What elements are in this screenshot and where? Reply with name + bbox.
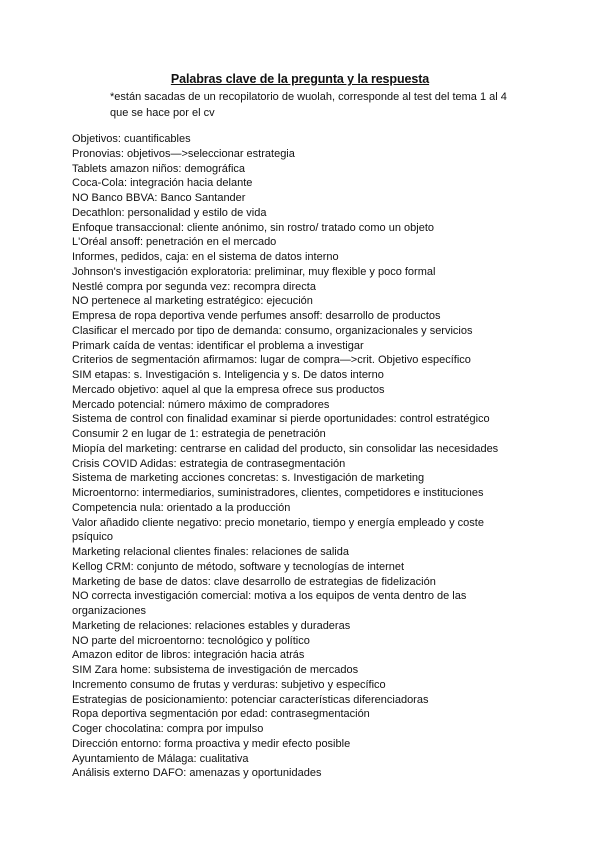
keyword-entry: Amazon editor de libros: integración hacia atrás	[72, 649, 305, 662]
keyword-entry: Marketing relacional clientes finales: relaciones de salida	[72, 546, 349, 558]
keyword-entry: Mercado potencial: número máximo de compradores	[72, 398, 330, 411]
keyword-entry: Dirección entorno: forma proactiva y medir efecto posible	[72, 737, 351, 750]
keyword-entry: Coger chocolatina: compra por impulso	[72, 723, 264, 735]
keyword-entry: Objetivos: cuantificables	[72, 133, 191, 145]
keyword-entry: Microentorno: intermediarios, suministradores, clientes, competidores e instituciones	[72, 487, 484, 499]
keyword-entry: L'Oréal ansoff: penetración en el mercado	[72, 236, 277, 249]
keyword-entry: Sistema de control con finalidad examinar si pierde oportunidades: control estratégico	[72, 413, 490, 426]
keyword-entry: Empresa de ropa deportiva vende perfumes ansoff: desarrollo de productos	[72, 310, 441, 322]
keyword-entry: Clasificar el mercado por tipo de demanda: consumo, organizacionales y servicios	[72, 324, 473, 337]
keyword-entry: Criterios de segmentación afirmamos: lugar de compra—>crit. Objetivo específico	[72, 354, 471, 367]
keyword-entry: Crisis COVID Adidas: estrategia de contrasegmentación	[72, 457, 346, 470]
keyword-entry: Johnson's investigación exploratoria: preliminar, muy flexible y poco formal	[72, 265, 436, 278]
keyword-entry: Mercado objetivo: aquel al que la empresa ofrece sus productos	[72, 383, 385, 396]
keyword-entry: NO correcta investigación comercial: motiva a los equipos de venta dentro de las organizaciones	[72, 590, 467, 617]
keyword-entry: Estrategias de posicionamiento: potenciar características diferenciadoras	[72, 693, 429, 706]
keyword-entry: Coca-Cola: integración hacia delante	[72, 177, 253, 190]
keyword-entry: SIM Zara home: subsistema de investigación de mercados	[72, 664, 359, 676]
keyword-entry: Marketing de base de datos: clave desarrollo de estrategias de fidelización	[72, 575, 436, 588]
keyword-entry: Competencia nula: orientado a la producción	[72, 501, 291, 514]
source-note	[110, 89, 530, 121]
keyword-entry: Informes, pedidos, caja: en el sistema de datos interno	[72, 251, 339, 263]
keyword-entry: Incremento consumo de frutas y verduras: subjetivo y específico	[72, 678, 386, 691]
keyword-entry: Primark caída de ventas: identificar el problema a investigar	[72, 339, 364, 352]
keyword-entry: Valor añadido cliente negativo: precio monetario, tiempo y energía empleado y coste psíquico	[72, 516, 484, 544]
document-title: Palabras clave de la pregunta y la respuesta	[170, 72, 430, 86]
keyword-entry: Ropa deportiva segmentación por edad: contrasegmentación	[72, 708, 370, 721]
keyword-entry: Consumir 2 en lugar de 1: estrategia de penetración	[72, 428, 326, 440]
keyword-entry: Enfoque transaccional: cliente anónimo, sin rostro/ tratado como un objeto	[72, 221, 434, 234]
keyword-entry: Kellog CRM: conjunto de método, software y tecnologías de internet	[72, 560, 405, 573]
keyword-entry: Análisis externo DAFO: amenazas y oportunidades	[72, 767, 322, 780]
source-note-line-1: *están sacadas de un recopilatorio de wuolah, corresponde al test del tema 1 al 4	[110, 91, 507, 103]
keyword-entry: SIM etapas: s. Investigación s. Inteligencia y s. De datos interno	[72, 369, 384, 381]
keyword-entry: Ayuntamiento de Málaga: cualitativa	[72, 752, 249, 765]
keyword-entry: NO pertenece al marketing estratégico: ejecución	[72, 295, 313, 308]
keyword-entry: NO parte del microentorno: tecnológico y político	[72, 634, 310, 647]
keyword-entry: Sistema de marketing acciones concretas: s. Investigación de marketing	[72, 472, 425, 485]
keyword-entry: Nestlé compra por segunda vez: recompra directa	[72, 280, 316, 293]
keyword-entry: Tablets amazon niños: demográfica	[72, 162, 246, 175]
keyword-entry: Miopía del marketing: centrarse en calidad del producto, sin consolidar las necesidades	[72, 442, 499, 455]
keyword-list	[72, 132, 502, 781]
keyword-entry: NO Banco BBVA: Banco Santander	[72, 192, 246, 204]
keyword-entry: Decathlon: personalidad y estilo de vida	[72, 206, 267, 219]
keyword-entry: Marketing de relaciones: relaciones estables y duraderas	[72, 619, 351, 632]
keyword-entry: Pronovias: objetivos—>seleccionar estrategia	[72, 147, 295, 160]
source-note-line-2: que se hace por el cv	[110, 107, 215, 119]
